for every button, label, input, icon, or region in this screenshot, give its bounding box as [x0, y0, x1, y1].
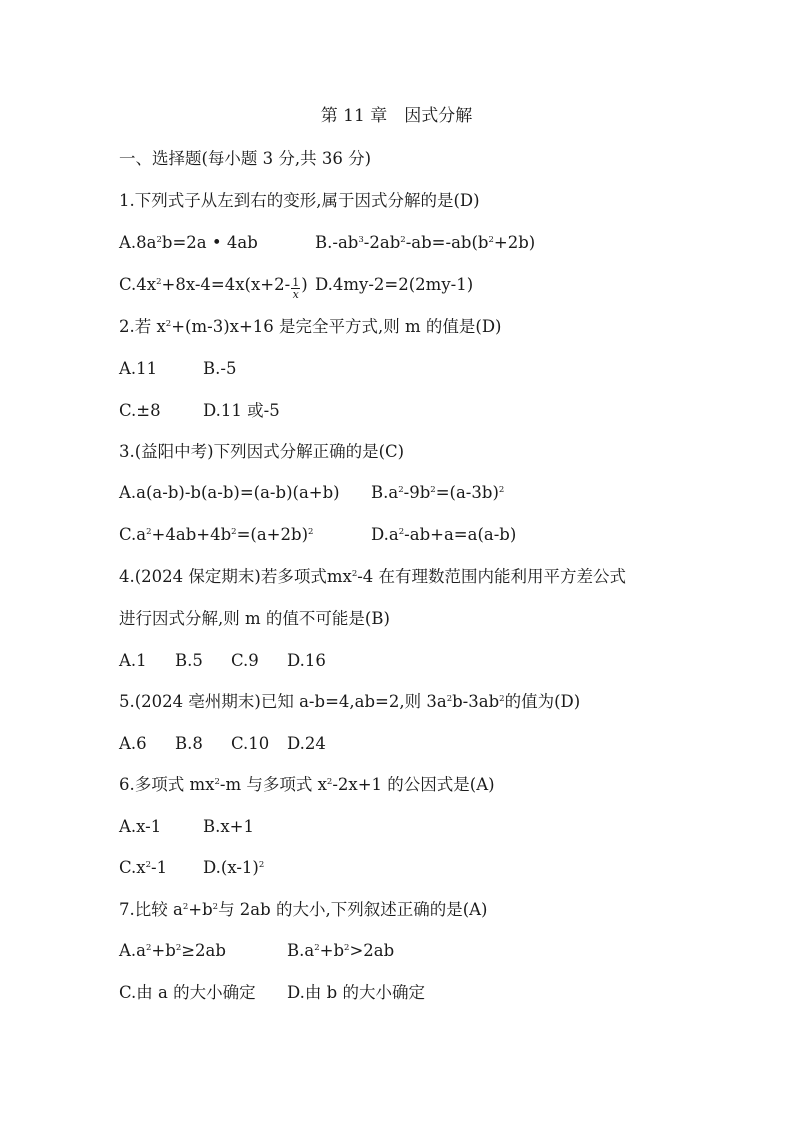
- option-5a: A.6: [119, 734, 147, 753]
- option-4b: B.5: [175, 651, 203, 670]
- option-6c: $C.x^2-1$: [119, 858, 168, 877]
- option-3b: $B.a^2-9b^2=(a-3b)^2$: [371, 483, 505, 502]
- option-3d: $D.a^2-ab+a=a(a-b)$: [371, 525, 517, 544]
- question-4-stem-line-2: 进行因式分解,则 m 的值不可能是(B): [119, 609, 390, 628]
- option-4a: A.1: [119, 651, 147, 670]
- option-4d: D.16: [287, 651, 326, 670]
- option-1c: $C.4x^2+8x-4=4x(x+2-$ $\frac{1}{x}$ ): [119, 275, 308, 301]
- question-2-stem: 2.若 $x^2+(m-3)x+16$ 是完全平方式,则 m 的值是(D): [119, 317, 502, 336]
- option-2a: A.11: [119, 359, 158, 378]
- question-1-stem: 1.下列式子从左到右的变形,属于因式分解的是(D): [119, 191, 480, 210]
- page-title: 第 11 章 因式分解: [320, 106, 473, 126]
- section-heading: 一、选择题(每小题 3 分,共 36 分): [119, 149, 372, 168]
- option-7a: $A.a^2+b^2\ge 2ab$: [119, 941, 226, 960]
- option-2d: D.11 或-5: [203, 401, 280, 420]
- question-3-stem: 3.(益阳中考)下列因式分解正确的是(C): [119, 442, 405, 461]
- option-2c: C.±8: [119, 401, 161, 420]
- fraction-one-over-x: $\frac{1}{x}$: [292, 276, 300, 301]
- option-7d: D.由 b 的大小确定: [287, 983, 425, 1002]
- option-1b: $B.-ab^3-2ab^2-ab=-ab(b^2+2b)$: [315, 233, 536, 252]
- option-3c: $C.a^2+4ab+4b^2=(a+2b)^2$: [119, 525, 314, 544]
- option-7b: $B.a^2+b^2>2ab$: [287, 941, 395, 960]
- option-1d: D.4my-2=2(2my-1): [315, 275, 474, 294]
- option-7c: C.由 a 的大小确定: [119, 983, 256, 1002]
- option-3a: A.a(a-b)-b(a-b)=(a-b)(a+b): [119, 483, 340, 502]
- option-2b: B.-5: [203, 359, 237, 378]
- option-4c: C.9: [231, 651, 259, 670]
- question-6-stem: 6.多项式 $mx^2-m$ 与多项式 $x^2-2x+1$ 的公因式是(A): [119, 775, 495, 794]
- question-4-stem-line-1: 4.(2024 保定期末)若多项式$mx^2-4$ 在有理数范围内能利用平方差公式: [119, 567, 627, 586]
- option-6b: B.x+1: [203, 817, 254, 836]
- option-5d: D.24: [287, 734, 326, 753]
- option-5b: B.8: [175, 734, 203, 753]
- option-6a: A.x-1: [119, 817, 162, 836]
- option-6d: $D.(x-1)^2$: [203, 858, 265, 877]
- question-7-stem: 7.比较 $a^2+b^2$与 2ab 的大小,下列叙述正确的是(A): [119, 900, 488, 919]
- option-1a: $A.8a^2b=2a$ • 4ab: [119, 233, 258, 252]
- question-5-stem: 5.(2024 亳州期末)已知 a-b=4,ab=2,则 $3a^2b-3ab^2$的值为(D): [119, 692, 581, 711]
- option-5c: C.10: [231, 734, 270, 753]
